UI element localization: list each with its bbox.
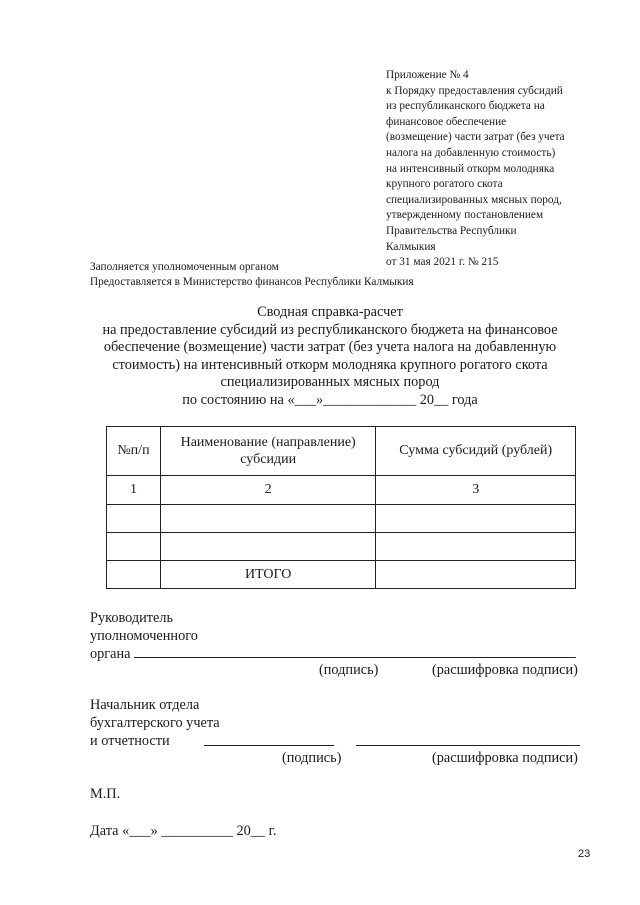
header-number: №п/п bbox=[107, 427, 161, 476]
head-title-line: уполномоченного bbox=[90, 628, 198, 644]
appendix-block bbox=[386, 68, 626, 271]
numbering-cell: 3 bbox=[376, 476, 576, 505]
table-row bbox=[107, 533, 576, 561]
table-cell[interactable] bbox=[107, 561, 161, 589]
accounting-decode-line[interactable] bbox=[356, 745, 580, 746]
title-line: на предоставление субсидий из республиканского бюджета на финансовое bbox=[102, 321, 558, 338]
appendix-line: от 31 мая 2021 г. № 215 bbox=[386, 256, 499, 269]
table-cell[interactable] bbox=[160, 505, 376, 533]
accounting-signature-line[interactable] bbox=[204, 745, 334, 746]
table-cell[interactable] bbox=[107, 505, 161, 533]
table-numbering-row bbox=[107, 476, 576, 505]
filled-by-note: Заполняется уполномоченным органом bbox=[90, 261, 279, 273]
stamp-label: М.П. bbox=[90, 786, 121, 802]
title-line: Сводная справка-расчет bbox=[257, 304, 403, 320]
head-decode-caption: (расшифровка подписи) bbox=[432, 662, 578, 678]
accounting-title-line: Начальник отдела bbox=[90, 697, 200, 713]
accounting-decode-caption: (расшифровка подписи) bbox=[432, 750, 578, 766]
header-name: Наименование (направление) субсидии bbox=[160, 427, 376, 476]
table-header-row bbox=[107, 427, 576, 476]
numbering-cell: 1 bbox=[107, 476, 161, 505]
accounting-title-line: и отчетности bbox=[90, 733, 170, 749]
submitted-to-note: Предоставляется в Министерство финансов Республики Калмыкия bbox=[90, 276, 414, 288]
appendix-line: Приложение № 4 bbox=[386, 69, 469, 81]
table-total-row bbox=[107, 561, 576, 589]
document-title bbox=[60, 304, 600, 410]
title-line: по состоянию на «___»_____________ 20__ года bbox=[182, 391, 478, 408]
appendix-line: Калмыкия bbox=[386, 240, 436, 253]
table-cell[interactable] bbox=[376, 533, 576, 561]
date-line[interactable]: Дата «___» __________ 20__ г. bbox=[90, 823, 277, 839]
title-line: стоимость) на интенсивный откорм молодняка крупного рогатого скота bbox=[112, 356, 548, 373]
appendix-line: крупного рогатого скота bbox=[386, 178, 503, 191]
appendix-line: финансовое обеспечение bbox=[386, 115, 507, 128]
total-label: ИТОГО bbox=[160, 561, 376, 589]
accounting-title-line: бухгалтерского учета bbox=[90, 715, 220, 731]
title-line: специализированных мясных пород bbox=[220, 374, 440, 391]
table-cell[interactable] bbox=[107, 533, 161, 561]
appendix-line: Правительства Республики bbox=[386, 224, 517, 237]
appendix-line: на интенсивный откорм молодняка bbox=[386, 162, 555, 175]
table-row bbox=[107, 505, 576, 533]
head-signature-caption: (подпись) bbox=[319, 662, 379, 678]
appendix-line: (возмещение) части затрат (без учета bbox=[386, 131, 565, 144]
appendix-line: из республиканского бюджета на bbox=[386, 100, 545, 113]
subsidy-table bbox=[106, 426, 576, 589]
head-title-line: органа bbox=[90, 646, 131, 662]
appendix-line: к Порядку предоставления субсидий bbox=[386, 84, 563, 97]
head-signature-line[interactable] bbox=[134, 657, 576, 658]
appendix-line: утвержденному постановлением bbox=[386, 209, 544, 222]
table-cell[interactable] bbox=[376, 505, 576, 533]
header-amount: Сумма субсидий (рублей) bbox=[376, 427, 576, 476]
appendix-line: налога на добавленную стоимость) bbox=[386, 146, 556, 159]
accounting-signature-caption: (подпись) bbox=[282, 750, 342, 766]
title-line: обеспечение (возмещение) части затрат (без учета налога на добавленную bbox=[103, 339, 557, 356]
table-cell[interactable] bbox=[160, 533, 376, 561]
page-number: 23 bbox=[578, 848, 591, 860]
head-title-line: Руководитель bbox=[90, 610, 174, 626]
total-amount-cell[interactable] bbox=[376, 561, 576, 589]
appendix-line: специализированных мясных пород, bbox=[386, 193, 562, 206]
numbering-cell: 2 bbox=[160, 476, 376, 505]
